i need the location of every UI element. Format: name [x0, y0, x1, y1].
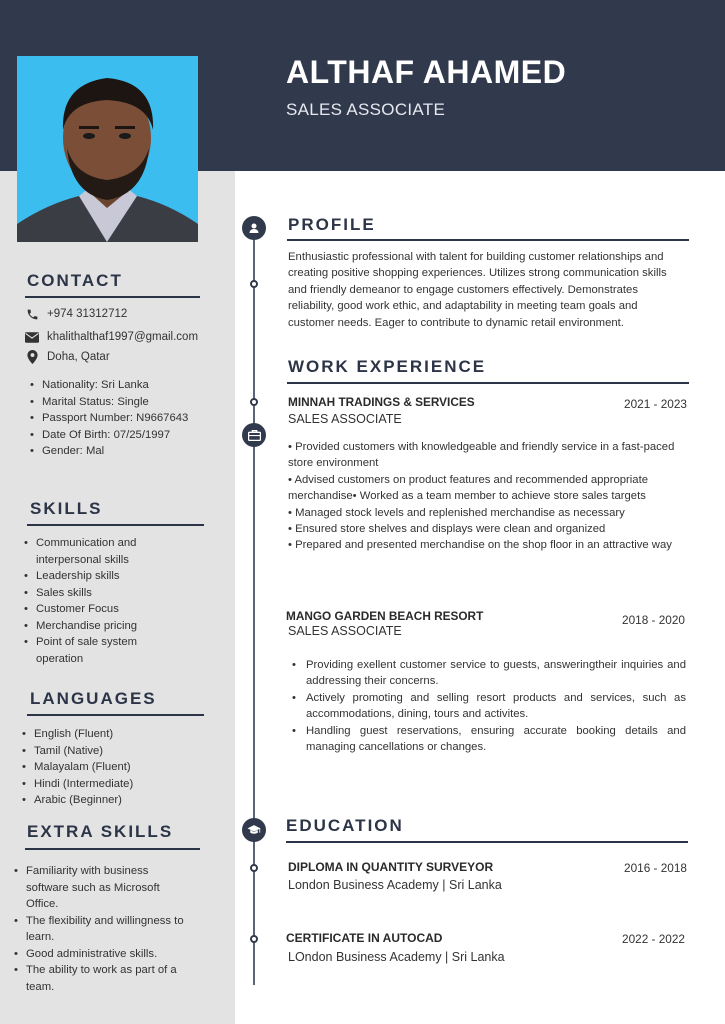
education-rule: [286, 841, 688, 843]
job-bullets: [288, 439, 688, 554]
job-dates: 2021 - 2023: [624, 397, 687, 411]
phone-icon: [25, 307, 39, 321]
list-item: • Date Of Birth: 07/25/1997: [30, 427, 230, 444]
user-icon: [242, 216, 266, 240]
list-item: • Handling guest reservations, ensuring accurate booking details and managing cancellations or changes.: [288, 723, 686, 756]
list-item: • Customer Focus: [24, 601, 174, 618]
edu-school: LOndon Business Academy | Sri Lanka: [288, 950, 505, 964]
job-role: SALES ASSOCIATE: [288, 624, 402, 638]
map-pin-icon: [25, 350, 39, 364]
list-item: • Ensured store shelves and displays were clean and organized: [288, 523, 606, 536]
edu-dates: 2016 - 2018: [624, 861, 687, 875]
contact-location: [25, 350, 110, 364]
languages-list: [22, 726, 222, 809]
list-item: • Arabic (Beginner): [22, 792, 222, 809]
list-item: • English (Fluent): [22, 726, 222, 743]
list-item: • Communication and interpersonal skills: [24, 535, 174, 568]
edu-school: London Business Academy | Sri Lanka: [288, 878, 502, 892]
languages-heading: LANGUAGES: [30, 689, 157, 708]
list-item: • The flexibility and willingness to learn.: [14, 913, 186, 946]
envelope-icon: [25, 330, 39, 344]
job-company: MINNAH TRADINGS & SERVICES: [288, 395, 475, 409]
extra-skills-list: [14, 863, 186, 995]
work-heading: WORK EXPERIENCE: [288, 357, 487, 376]
list-item: • Sales skills: [24, 585, 174, 602]
edu-dates: 2022 - 2022: [622, 932, 685, 946]
contact-heading: CONTACT: [27, 271, 123, 290]
list-item: • Providing exellent customer service to guests, answeringtheir inquiries and addressing their concerns.: [288, 657, 686, 690]
list-item: • Leadership skills: [24, 568, 174, 585]
candidate-name: ALTHAF AHAMED: [286, 54, 567, 90]
skills-rule: [27, 524, 204, 526]
list-item: • Merchandise pricing: [24, 618, 174, 635]
briefcase-icon: [242, 423, 266, 447]
languages-rule: [27, 714, 204, 716]
edu-title: CERTIFICATE IN AUTOCAD: [286, 931, 443, 945]
profile-text: Enthusiastic professional with talent for building customer relationships and creating positive shopping experiences. Utilizes strong communication skills and friendly demeanor to engage customers effectively. Demonstrates reliability, good work ethic, and adaptability in meeting team goals and customer needs. Eager to contribute to dynamic retail environment.: [288, 251, 667, 329]
profile-rule: [287, 239, 689, 241]
skills-heading: SKILLS: [30, 499, 103, 518]
list-item: • Provided customers with knowledgeable and friendly service in a fast-paced store environment: [288, 441, 675, 470]
list-item: • Hindi (Intermediate): [22, 776, 222, 793]
skills-list: [24, 535, 174, 667]
extra-skills-rule: [25, 848, 200, 850]
contact-email: [25, 330, 198, 344]
education-heading: EDUCATION: [286, 816, 404, 835]
list-item: • Prepared and presented merchandise on the shop floor in an attractive way: [288, 539, 672, 552]
profile-photo: [17, 56, 198, 242]
contact-phone: [25, 307, 127, 321]
list-item: • Managed stock levels and replenished merchandise as necessary: [288, 506, 625, 519]
job-company: MANGO GARDEN BEACH RESORT: [286, 609, 484, 623]
list-item: • Tamil (Native): [22, 743, 222, 760]
location-text: Doha, Qatar: [47, 351, 110, 363]
contact-rule: [25, 296, 200, 298]
list-item: • Actively promoting and selling resort products and services, such as accommodations, dining, tours and activites.: [288, 690, 686, 723]
job-bullets: [288, 657, 686, 755]
list-item: • Advised customers on product features and recommended appropriate merchandise• Worked as a team member to achieve store sales targets: [288, 473, 649, 503]
personal-details-list: [30, 377, 230, 460]
candidate-title: SALES ASSOCIATE: [286, 100, 446, 119]
timeline-dot: [250, 280, 258, 288]
profile-heading: PROFILE: [288, 215, 376, 234]
job-dates: 2018 - 2020: [622, 613, 685, 627]
graduation-icon: [242, 818, 266, 842]
extra-skills-heading: EXTRA SKILLS: [27, 822, 174, 841]
email-text: khalithalthaf1997@gmail.com: [47, 331, 199, 343]
timeline-dot: [250, 935, 258, 943]
list-item: • Point of sale system operation: [24, 634, 174, 667]
timeline-dot: [250, 864, 258, 872]
job-role: SALES ASSOCIATE: [288, 412, 402, 426]
edu-title: DIPLOMA IN QUANTITY SURVEYOR: [288, 860, 494, 874]
list-item: • Passport Number: N9667643: [30, 410, 230, 427]
list-item: • Marital Status: Single: [30, 394, 230, 411]
phone-text: +974 31312712: [47, 308, 128, 320]
list-item: • Gender: Mal: [30, 443, 230, 460]
list-item: • Malayalam (Fluent): [22, 759, 222, 776]
timeline-dot: [250, 398, 258, 406]
work-rule: [287, 382, 689, 384]
list-item: • The ability to work as part of a team.: [14, 962, 186, 995]
list-item: • Good administrative skills.: [14, 946, 186, 963]
list-item: • Familiarity with business software such as Microsoft Office.: [14, 863, 186, 913]
list-item: • Nationality: Sri Lanka: [30, 377, 230, 394]
